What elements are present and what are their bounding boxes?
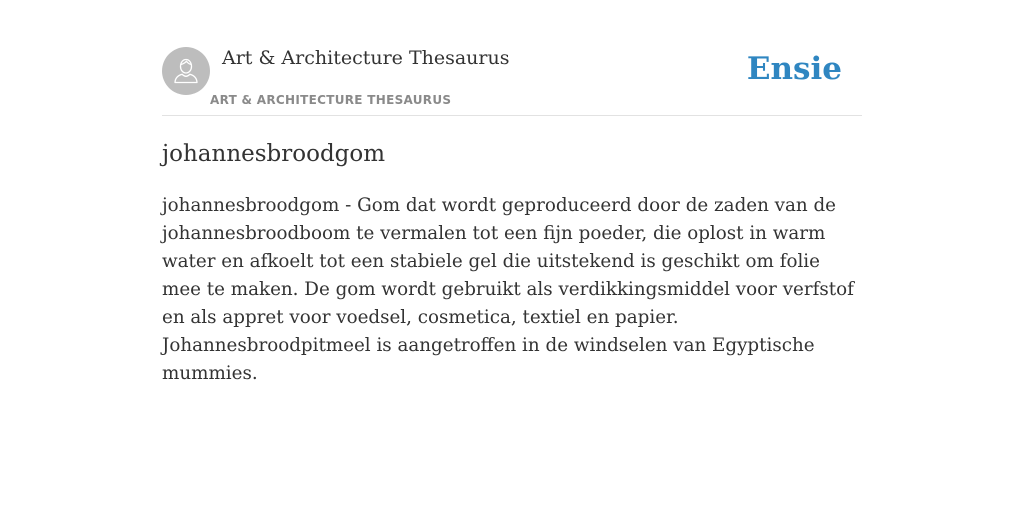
brand-logo[interactable]: Ensie (746, 51, 842, 87)
source-subtitle[interactable]: ART & ARCHITECTURE THESAURUS (210, 93, 452, 107)
source-header (162, 47, 862, 116)
entry-title: johannesbroodgom (162, 141, 386, 167)
source-title[interactable]: Art & Architecture Thesaurus (222, 47, 510, 69)
user-placeholder-icon (162, 47, 210, 95)
avatar[interactable] (162, 47, 210, 95)
entry-definition: johannesbroodgom - Gom dat wordt geproduceerd door de zaden van de johannesbroodboom te vermalen tot een fijn poeder, die oplost in warm water en afkoelt tot een stabiele gel die uitstekend is geschikt om folie mee te maken. De gom wordt gebruikt als verdikkingsmiddel voor verfstof en als appret voor voedsel, cosmetica, textiel en papier. Johannesbroodpitmeel is aangetroffen in de windselen van Egyptische mummies. (162, 195, 854, 384)
